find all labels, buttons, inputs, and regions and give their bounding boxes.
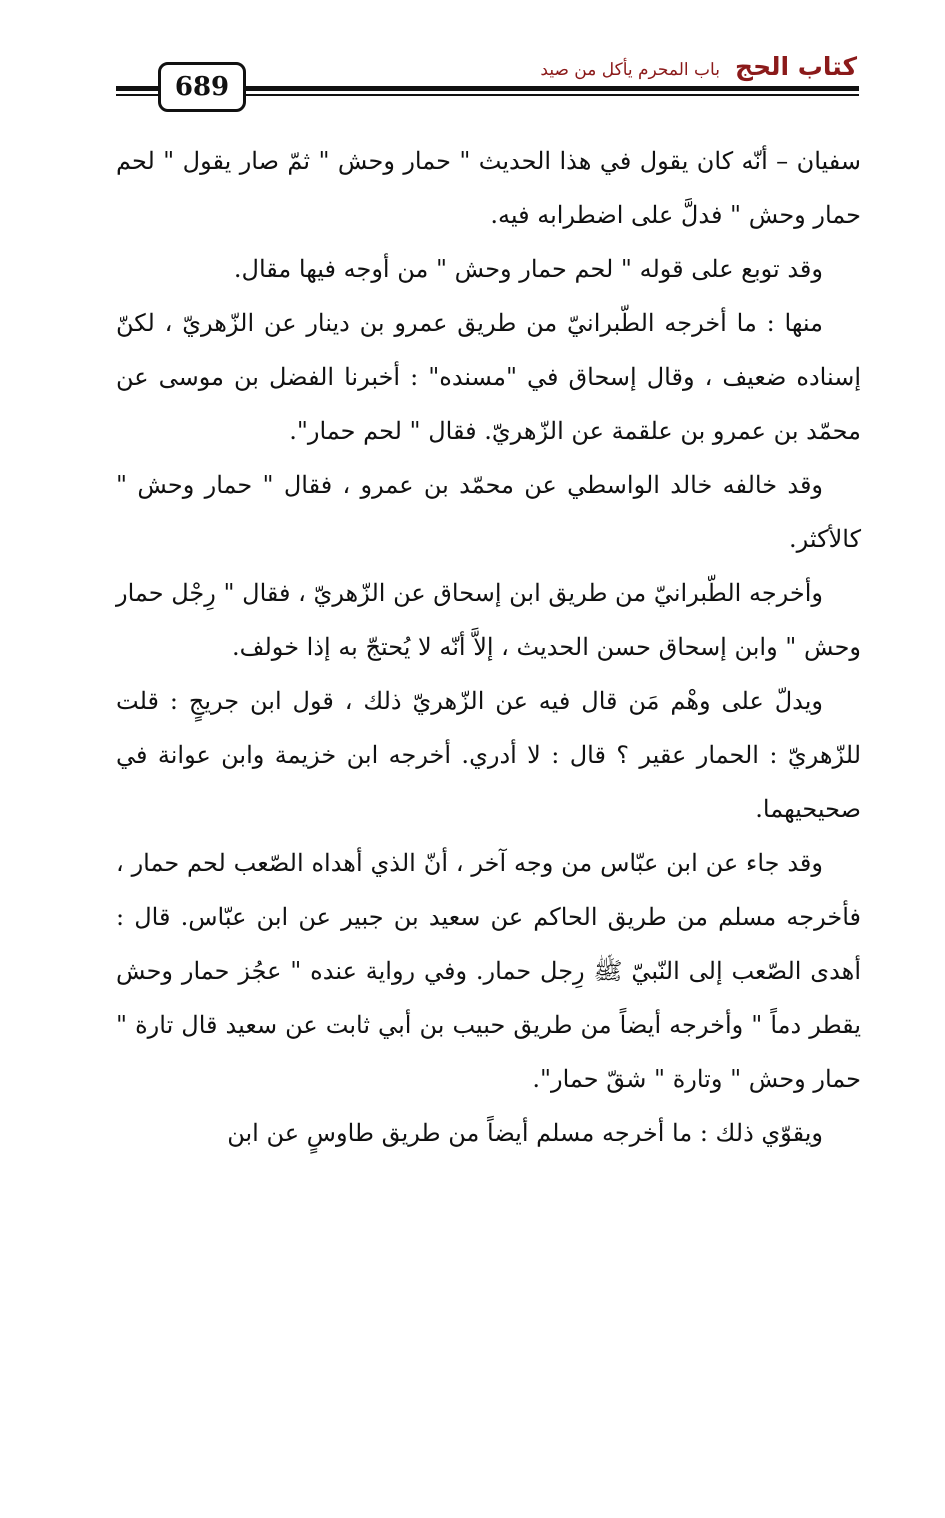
- paragraph: منها : ما أخرجه الطّبرانيّ من طريق عمرو بن دينار عن الزّهريّ ، لكنّ إسناده ضعيف ، وقال إسحاق في "مسنده" : أخبرنا الفضل بن موسى عن محمّد بن عمرو بن علقمة عن الزّهريّ. فقال " لحم حمار".: [116, 309, 861, 445]
- chapter-title: باب المحرم يأكل من صيد: [540, 60, 720, 80]
- running-title: [540, 52, 857, 81]
- paragraph: وأخرجه الطّبرانيّ من طريق ابن إسحاق عن الزّهريّ ، فقال " رِجْل حمار وحش " وابن إسحاق حسن الحديث ، إلاَّ أنّه لا يُحتجّ به إذا خولف.: [116, 579, 861, 661]
- paragraph: ويدلّ على وهْم مَن قال فيه عن الزّهريّ ذلك ، قول ابن جريجٍ : قلت للزّهريّ : الحمار عقير ؟ قال : لا أدري. أخرجه ابن خزيمة وابن عوانة في صحيحيهما.: [116, 687, 861, 823]
- paragraph: وقد خالفه خالد الواسطي عن محمّد بن عمرو ، فقال " حمار وحش " كالأكثر.: [116, 471, 861, 553]
- paragraph: وقد جاء عن ابن عبّاس من وجه آخر ، أنّ الذي أهداه الصّعب لحم حمار ، فأخرجه مسلم من طريق الحاكم عن سعيد بن جبير عن ابن عبّاس. قال : أهدى الصّعب إلى النّبيّ ﷺ رِجل حمار. وفي رواية عنده " عجُز حمار وحش يقطر دماً " وأخرجه أيضاً من طريق حبيب بن أبي ثابت عن سعيد قال تارة " حمار وحش " وتارة " شقّ حمار".: [116, 849, 861, 1093]
- paragraph: ويقوّي ذلك : ما أخرجه مسلم أيضاً من طريق طاوسٍ عن ابن: [227, 1119, 823, 1147]
- page-number: 689: [158, 62, 246, 112]
- paragraph: سفيان – أنّه كان يقول في هذا الحديث " حمار وحش " ثمّ صار يقول " لحم حمار وحش " فدلَّ على اضطرابه فيه.: [116, 147, 861, 229]
- page-header: [0, 40, 945, 120]
- book-title: كتاب الحج: [735, 52, 857, 81]
- page-body: [116, 134, 861, 1160]
- paragraph: وقد توبع على قوله " لحم حمار وحش " من أوجه فيها مقال.: [233, 255, 823, 283]
